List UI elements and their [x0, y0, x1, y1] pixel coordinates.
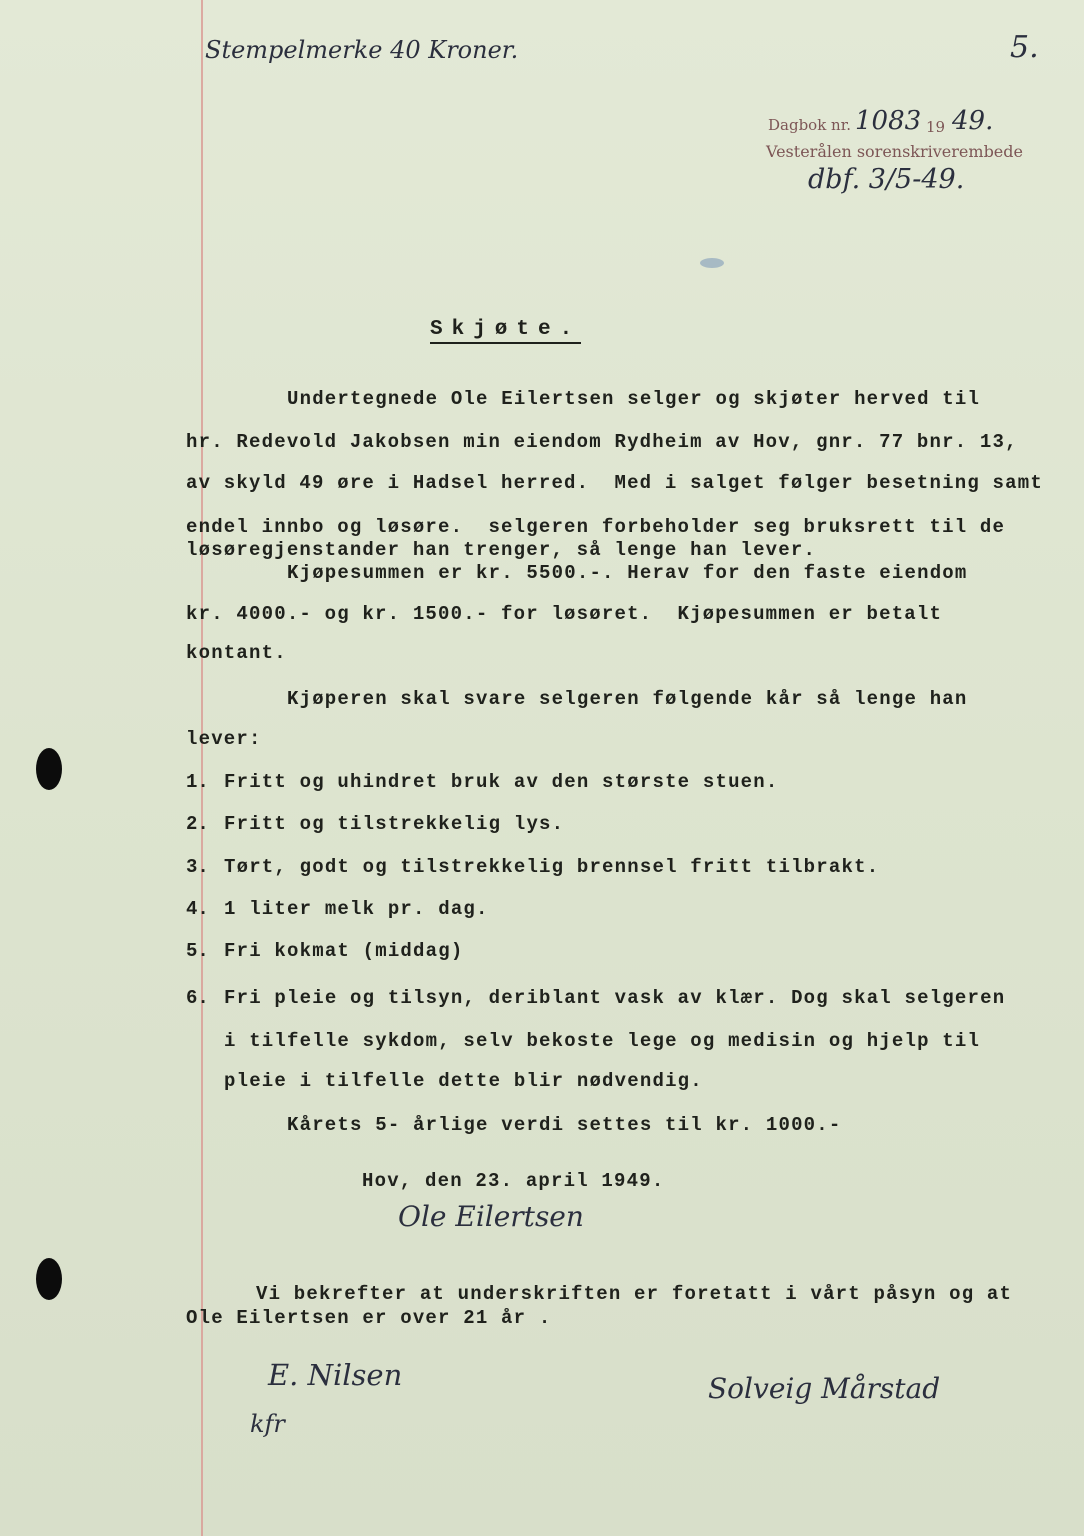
punch-hole-top — [36, 748, 62, 790]
witness-statement: Ole Eilertsen er over 21 år . — [186, 1307, 552, 1329]
body-line: lever: — [186, 728, 262, 750]
body-line: Kjøpesummen er kr. 5500.-. Herav for den faste eiendom — [287, 562, 968, 584]
condition-text: pleie i tilfelle dette blir nødvendig. — [224, 1070, 703, 1092]
value-line: Kårets 5- årlige verdi settes til kr. 1000.- — [287, 1114, 842, 1136]
place-date: Hov, den 23. april 1949. — [362, 1170, 665, 1192]
body-line: Kjøperen skal svare selgeren følgende kår så lenge han — [287, 688, 968, 710]
ink-smudge — [700, 258, 724, 268]
body-line: kontant. — [186, 642, 287, 664]
year-suffix: 49. — [952, 106, 994, 136]
condition-text: Fri kokmat (middag) — [224, 940, 464, 962]
condition-text: Tørt, godt og tilstrekkelig brennsel fritt tilbrakt. — [224, 856, 880, 878]
document-title: Skjøte. — [430, 318, 581, 344]
condition-number: 2. — [186, 813, 209, 835]
condition-text: Fri pleie og tilsyn, deriblant vask av klær. Dog skal selgeren — [224, 987, 1006, 1009]
condition-text: i tilfelle sykdom, selv bekoste lege og medisin og hjelp til — [224, 1030, 981, 1052]
condition-number: 1. — [186, 771, 209, 793]
dated-note: dbf. 3/5-49. — [808, 164, 965, 195]
condition-number: 4. — [186, 898, 209, 920]
body-line: Undertegnede Ole Eilertsen selger og skjøter herved til — [287, 388, 981, 410]
body-line: hr. Redevold Jakobsen min eiendom Rydheim av Hov, gnr. 77 bnr. 13, — [186, 431, 1018, 453]
condition-text: Fritt og uhindret bruk av den største stuen. — [224, 771, 779, 793]
dagbok-label: Dagbok nr. — [768, 116, 852, 134]
body-line: løsøregjenstander han trenger, så lenge han lever. — [186, 539, 817, 561]
body-line: endel innbo og løsøre. selgeren forbeholder seg bruksrett til de — [186, 516, 1006, 538]
condition-number: 3. — [186, 856, 209, 878]
office-name: Vesterålen sorenskriverembede — [766, 142, 1023, 161]
page-number: 5. — [1010, 30, 1039, 65]
body-line: kr. 4000.- og kr. 1500.- for løsøret. Kjøpesummen er betalt — [186, 603, 943, 625]
condition-text: 1 liter melk pr. dag. — [224, 898, 489, 920]
witness1-note: kfr — [250, 1410, 285, 1438]
body-line: av skyld 49 øre i Hadsel herred. Med i salget følger besetning samt — [186, 472, 1043, 494]
seller-signature: Ole Eilertsen — [398, 1200, 584, 1233]
punch-hole-bottom — [36, 1258, 62, 1300]
witness2-signature: Solveig Mårstad — [708, 1372, 941, 1405]
condition-number: 6. — [186, 987, 209, 1009]
witness1-signature: E. Nilsen — [268, 1358, 403, 1392]
condition-number: 5. — [186, 940, 209, 962]
witness-statement: Vi bekrefter at underskriften er foretatt i vårt påsyn og at — [256, 1283, 1013, 1305]
year-prefix: 19 — [926, 118, 946, 136]
condition-text: Fritt og tilstrekkelig lys. — [224, 813, 565, 835]
stamp-duty-note: Stempelmerke 40 Kroner. — [205, 36, 519, 64]
dagbok-number: 1083 — [855, 106, 922, 136]
margin-line — [201, 0, 203, 1536]
